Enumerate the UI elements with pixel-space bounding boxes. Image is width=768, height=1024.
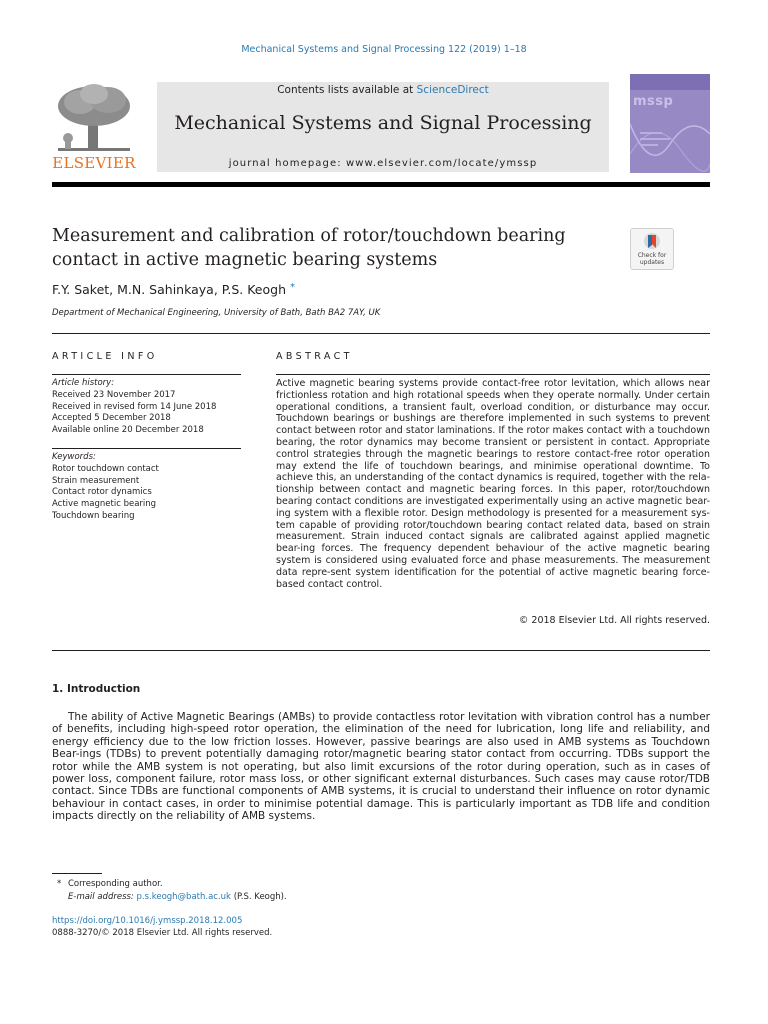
footnote-rule <box>52 873 102 874</box>
article-history-label: Article history: <box>52 378 115 388</box>
article-history-block <box>52 378 241 437</box>
doi-link[interactable]: https://doi.org/10.1016/j.ymssp.2018.12.005 <box>52 916 243 926</box>
introduction-heading: 1. Introduction <box>52 683 141 695</box>
keyword-item: Strain measurement <box>52 475 140 486</box>
cover-top-band <box>630 74 710 90</box>
contents-line <box>157 84 609 96</box>
abstract-heading: ABSTRACT <box>276 351 353 362</box>
journal-banner <box>157 82 609 172</box>
badge-line1: Check for <box>637 252 667 259</box>
introduction-paragraph: The ability of Active Magnetic Bearings (AMBs) to provide contactless rotor levitation with vibration control has a number of benefits, including high-speed rotor operation, the elimination of the need for lubrication, long life and reliability, and energy efficiency due to the low friction losses. However, passive bearings are also used in AMB systems as Touchdown Bear-ings (TDBs) to prevent potentially damaging rotor/magnetic bearing stator contact from occurring. TDBs support the rotor while the AMB system is not operating, but also limit excursions of the rotor during operation, such as in cases of power loss, component failure, rotor mass loss, or other significant external disturbances. Such cases may cause rotor/TDB contact. Since TDBs are functional components of AMB systems, it is crucial to understand their influence on rotor dynamic behaviour in contact cases, in order to minimise potential damage. This is particularly important as TDB life and condition impacts directly on the reliability of AMB systems. <box>52 711 710 823</box>
abstract-copyright: © 2018 Elsevier Ltd. All rights reserved. <box>518 615 710 626</box>
journal-title: Mechanical Systems and Signal Processing <box>174 112 592 134</box>
elsevier-logo[interactable] <box>52 82 136 174</box>
journal-cover-image[interactable] <box>630 74 710 173</box>
keywords-block <box>52 452 241 523</box>
journal-reference-link[interactable]: Mechanical Systems and Signal Processing 122 (2019) 1–18 <box>241 44 527 55</box>
history-item: Received 23 November 2017 <box>52 389 176 400</box>
keyword-item: Touchdown bearing <box>52 510 135 521</box>
issn-copyright: 0888-3270/© 2018 Elsevier Ltd. All rights reserved. <box>52 928 273 938</box>
header-rule <box>52 182 710 187</box>
email-link[interactable]: p.s.keogh@bath.ac.uk <box>136 892 231 902</box>
keyword-item: Rotor touchdown contact <box>52 463 159 474</box>
corresponding-author-label: Corresponding author. <box>67 879 163 889</box>
email-label: E-mail address: <box>68 892 134 902</box>
article-title-line1: Measurement and calibration of rotor/touchdown bearing <box>52 226 566 246</box>
history-item: Available online 20 December 2018 <box>52 425 204 436</box>
elsevier-logo-text: ELSEVIER <box>52 154 136 172</box>
abstract-text: Active magnetic bearing systems provide contact-free rotor levitation, which allows near frictionless rotation and high rotational speeds when they operate normally. Under certain operational conditions, a transient fault, overload condition, or disturbance may occur. Touchdown bearings or bushings are therefore implemented in such systems to prevent contact between rotor and stator laminations. If the rotor makes contact with a touchdown bearing, the rotor dynamics may become transient or persistent in contact. Appropriate control strategies through the magnetic bearings to restore contact-free rotor operation may extend the life of touchdown bearings, and minimise operational downtime. To achieve this, an understanding of the contact dynamics is required, together with the rela-tionship between contact and magnetic bearing forces. In this paper, rotor/touchdown bearing contact conditions are investigated experimentally using an active magnetic bear-ing system with a flexible rotor. Design methodology is presented for a measurement sys-tem capable of providing rotor/touchdown bearing contact related data, based on strain measurement. Strain induced contact signals are calibrated against applied magnetic bear-ing forces. The frequency dependent behaviour of the active magnetic bearing system is considered using evaluated force and phase measurements. The measurement data repre-sent system identification for the potential of active magnetic bearing force-based contact control. <box>276 378 710 590</box>
cover-label: mssp <box>633 94 674 109</box>
abstract-rule <box>276 374 710 375</box>
corresponding-author-note <box>57 879 163 889</box>
article-info-rule <box>52 374 241 375</box>
elsevier-tree-icon <box>52 82 136 154</box>
author-footnote-mark[interactable]: * <box>289 282 295 293</box>
journal-homepage-link[interactable]: journal homepage: www.elsevier.com/locate/ymssp <box>228 158 538 169</box>
history-item: Received in revised form 14 June 2018 <box>52 401 217 412</box>
footnote-mark: * <box>57 879 62 889</box>
title-bottom-rule <box>52 333 710 334</box>
email-line <box>68 892 287 902</box>
cover-wave-graphic <box>630 114 710 173</box>
keywords-rule <box>52 448 241 449</box>
affiliation: Department of Mechanical Engineering, University of Bath, Bath BA2 7AY, UK <box>52 308 381 318</box>
author-list <box>52 282 295 297</box>
article-title-line2: contact in active magnetic bearing systems <box>52 250 438 270</box>
contents-prefix: Contents lists available at <box>277 84 417 96</box>
authors-text: F.Y. Saket, M.N. Sahinkaya, P.S. Keogh <box>52 282 286 297</box>
article-info-heading: ARTICLE INFO <box>52 351 158 362</box>
check-for-updates-badge[interactable] <box>630 228 674 270</box>
badge-text <box>631 252 673 266</box>
keyword-item: Active magnetic bearing <box>52 499 157 510</box>
history-item: Accepted 5 December 2018 <box>52 413 171 424</box>
email-suffix: (P.S. Keogh). <box>233 892 287 902</box>
sciencedirect-link[interactable]: ScienceDirect <box>416 84 489 96</box>
article-title <box>52 224 612 272</box>
abstract-bottom-rule <box>52 650 710 651</box>
bookmark-icon <box>643 232 661 252</box>
keyword-item: Contact rotor dynamics <box>52 487 152 498</box>
badge-line2: updates <box>639 259 665 266</box>
keywords-label: Keywords: <box>52 452 96 462</box>
